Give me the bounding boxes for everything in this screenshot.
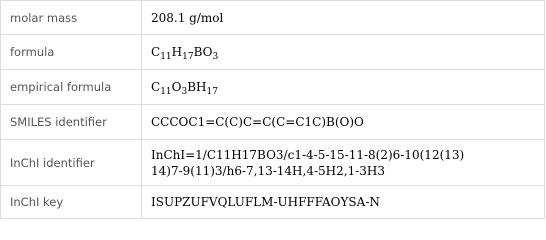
- formula-subscript: 11: [160, 52, 172, 62]
- formula-subscript: 17: [182, 52, 194, 62]
- table-row: [1, 35, 545, 70]
- formula-part: BH: [187, 80, 207, 94]
- empirical-formula-value: [142, 70, 545, 105]
- row-label: InChI identifier: [1, 140, 142, 186]
- table-row: [1, 140, 545, 186]
- inchi-line-1: InChI=1/C11H17BO3/c1-4-5-15-11-8(2)6-10(12(13): [151, 147, 465, 162]
- row-label: empirical formula: [1, 70, 142, 105]
- smiles-value: CCCOC1=C(C)C=C(C=C1C)B(O)O: [142, 105, 545, 140]
- table-row: [1, 105, 545, 140]
- formula-subscript: 3: [212, 52, 219, 62]
- formula-subscript: 3: [181, 87, 188, 97]
- row-label: molar mass: [1, 1, 142, 35]
- formula-part: C: [151, 80, 161, 94]
- formula-part: C: [151, 45, 161, 59]
- formula-subscript: 11: [160, 87, 172, 97]
- table-row: [1, 70, 545, 105]
- row-label: SMILES identifier: [1, 105, 142, 140]
- inchi-key-value: ISUPZUFVQLUFLM-UHFFFAOYSA-N: [142, 186, 545, 219]
- formula-part: O: [171, 80, 182, 94]
- inchi-line-2: 14)7-9(11)3/h6-7,13-14H,4-5H2,1-3H3: [151, 163, 385, 178]
- table-row: [1, 1, 545, 35]
- inchi-value: [142, 140, 545, 186]
- table-row: [1, 186, 545, 219]
- formula-part: H: [171, 45, 183, 59]
- row-label: InChI key: [1, 186, 142, 219]
- formula-part: BO: [193, 45, 213, 59]
- formula-subscript: 17: [206, 87, 218, 97]
- row-label: formula: [1, 35, 142, 70]
- formula-value: [142, 35, 545, 70]
- molar-mass-value: 208.1 g/mol: [142, 1, 545, 35]
